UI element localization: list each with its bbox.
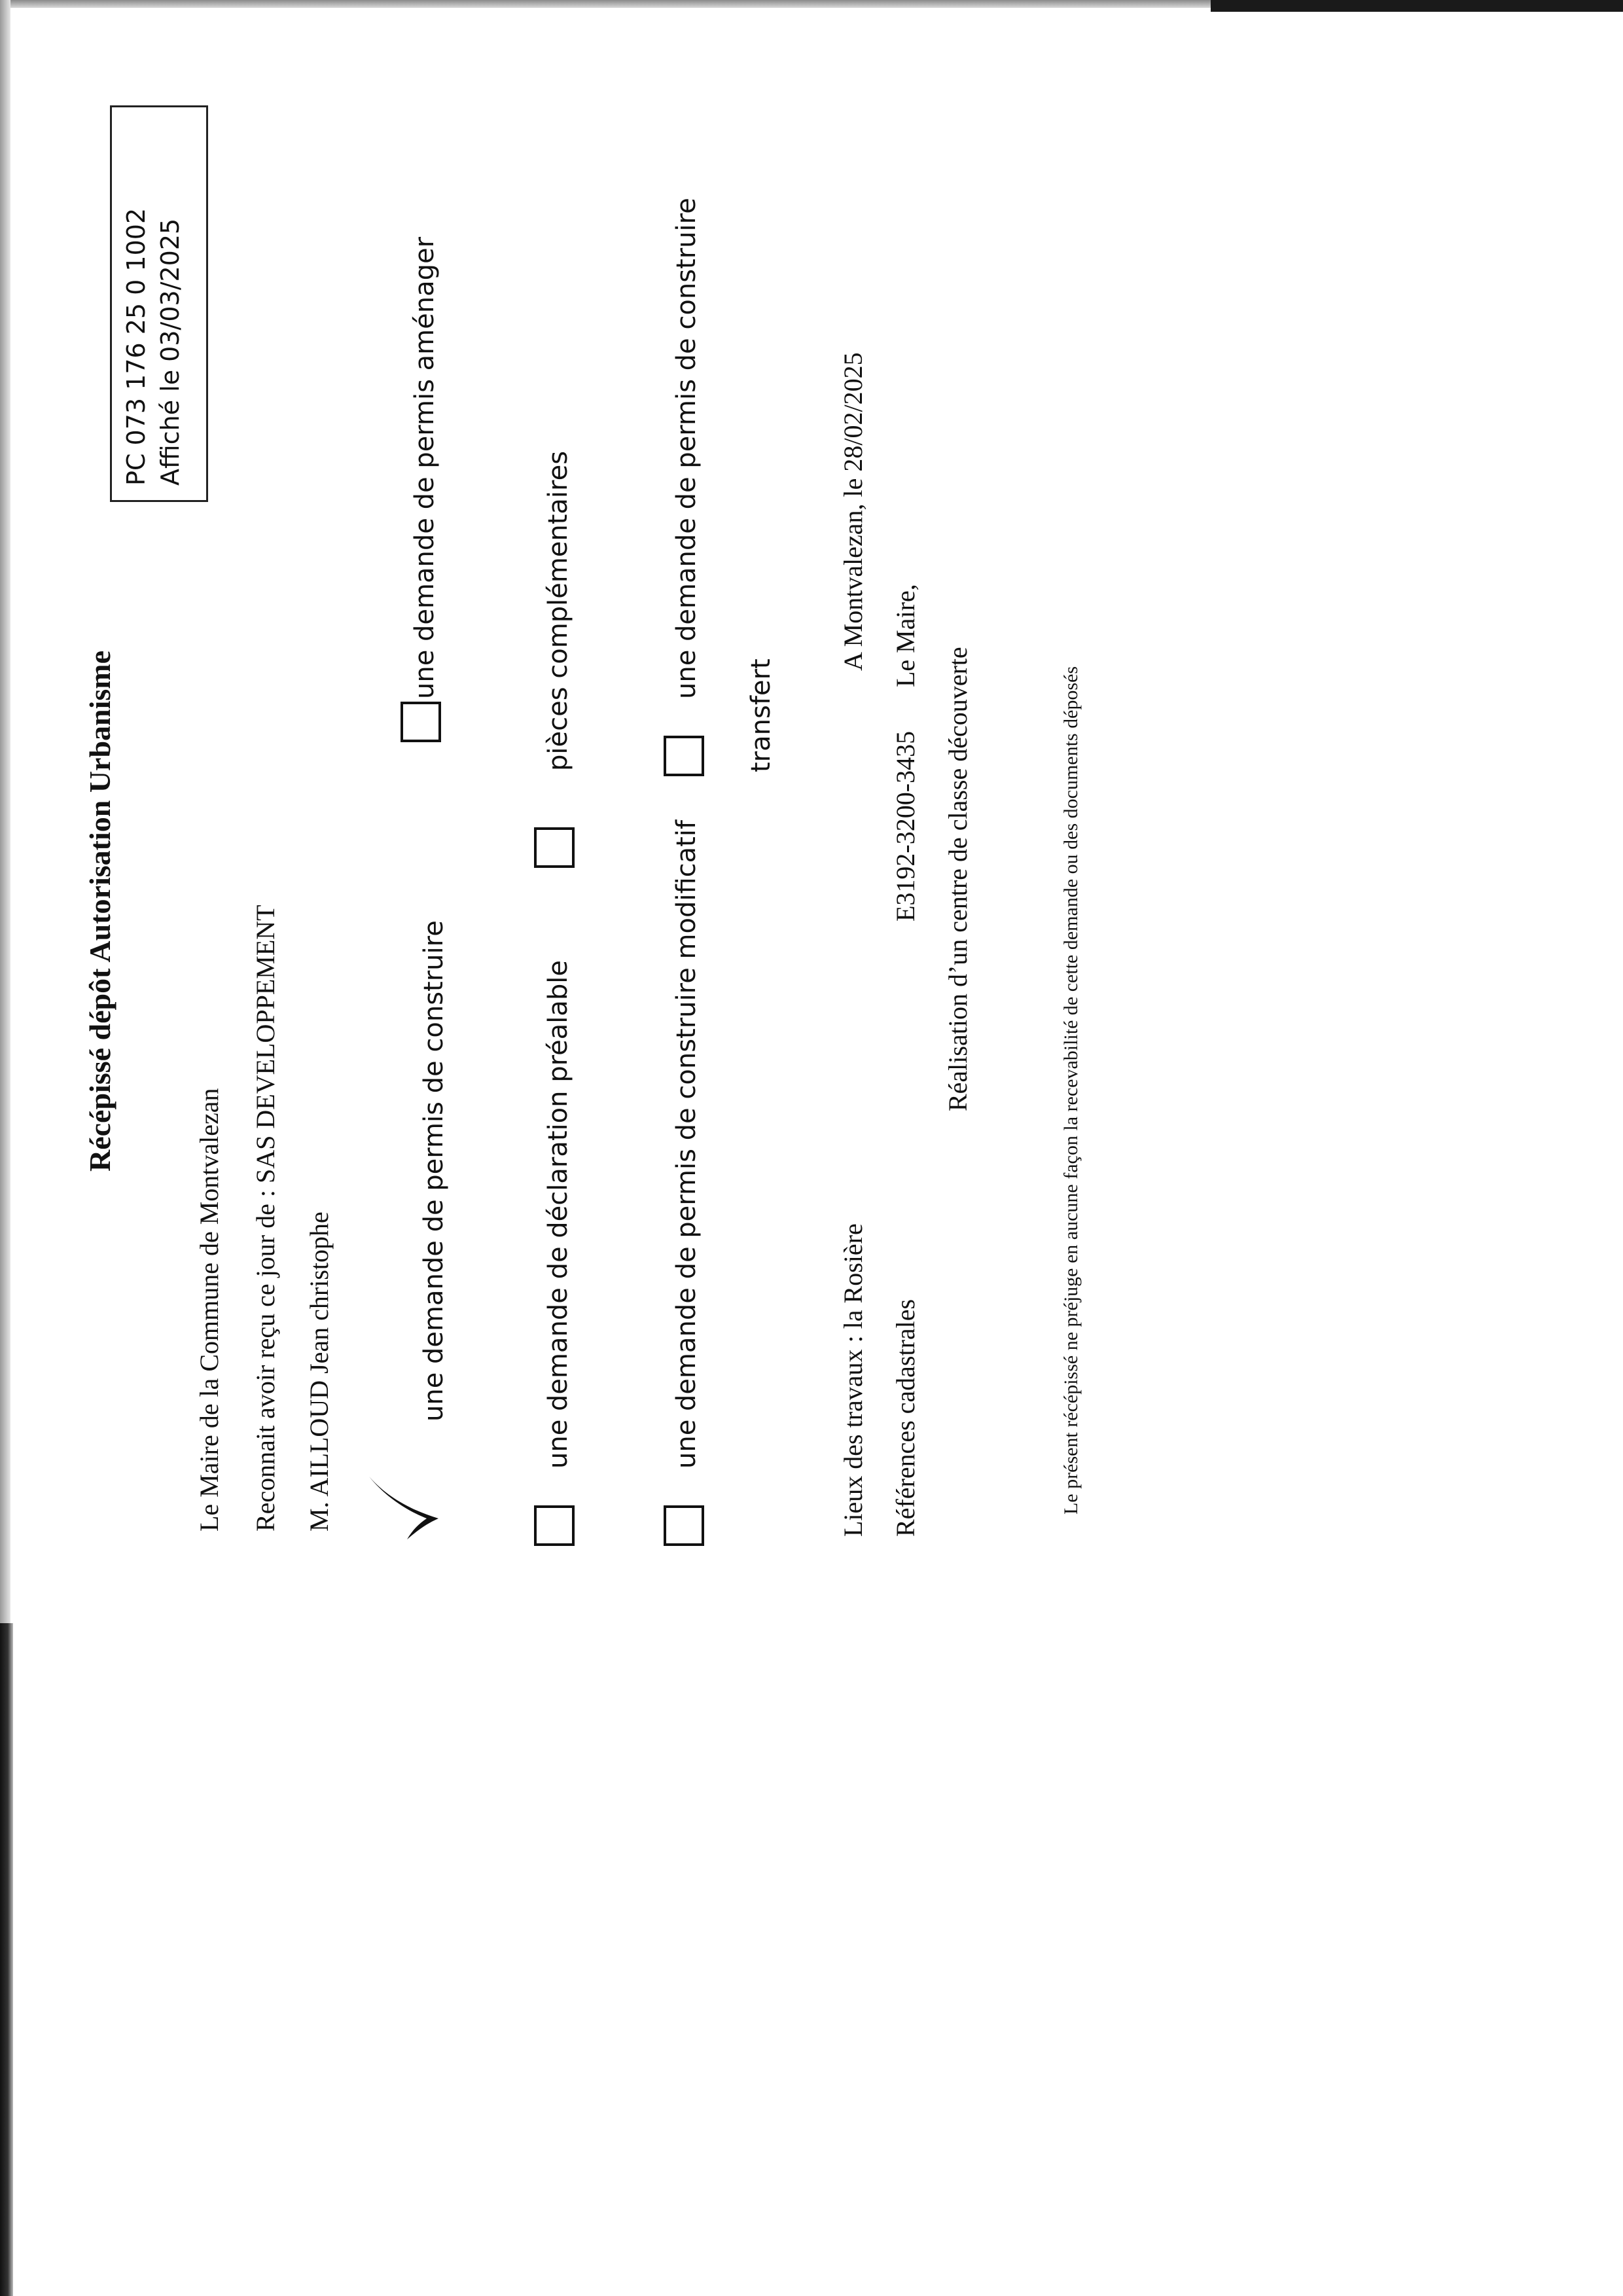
checkmark-icon[interactable] [366, 1473, 445, 1545]
intro-line-1: Le Maire de la Commune de Montvalezan [194, 1088, 224, 1532]
option-permis-transfert-label: une demande de permis de construire [671, 198, 702, 699]
option-permis-construire-label: une demande de permis de construire [419, 920, 449, 1422]
signatory: Le Maire, [891, 584, 920, 687]
option-permis-modificatif-label: une demande de permis de construire modificatif [671, 819, 702, 1469]
footer-disclaimer: Le présent récépissé ne préjuge en aucune façon la recevabilité de cette demande ou des documents déposés [1060, 666, 1082, 1515]
checkbox-permis-amenager[interactable] [401, 702, 441, 742]
checkbox-declaration-prealable[interactable] [534, 1505, 575, 1546]
checkbox-permis-modificatif[interactable] [664, 1505, 704, 1546]
option-permis-amenager-label: une demande de permis aménager [410, 236, 440, 699]
references-cadastrales-label: Références cadastrales [891, 1299, 920, 1537]
permit-number: PC 073 176 25 0 1002 [122, 207, 151, 486]
checkbox-permis-transfert[interactable] [664, 736, 704, 776]
place-and-date: A Montvalezan, le 28/02/2025 [838, 352, 868, 671]
document-title: Récépissé dépôt Autorisation Urbanisme [83, 650, 116, 1172]
scan-edge-corner [1211, 0, 1623, 12]
references-cadastrales-value: E3192-3200-3435 [891, 730, 920, 922]
posted-date: Affiché le 03/03/2025 [156, 218, 185, 486]
scan-edge-left-dark [0, 1623, 13, 2296]
option-permis-transfert-label-cont: transfert [746, 658, 776, 772]
lieux-des-travaux: Lieux des travaux : la Rosière [838, 1223, 868, 1537]
intro-line-2: Reconnait avoir reçu ce jour de : SAS DEVELOPPEMENT [251, 905, 280, 1532]
project-description: Réalisation d’un centre de classe découverte [943, 647, 972, 1111]
option-pieces-complementaires-label: pièces complémentaires [543, 450, 573, 771]
checkbox-pieces-complementaires[interactable] [534, 827, 575, 868]
option-declaration-prealable-label: une demande de déclaration préalable [543, 960, 573, 1469]
intro-line-3: M. AILLOUD Jean christophe [304, 1211, 334, 1532]
